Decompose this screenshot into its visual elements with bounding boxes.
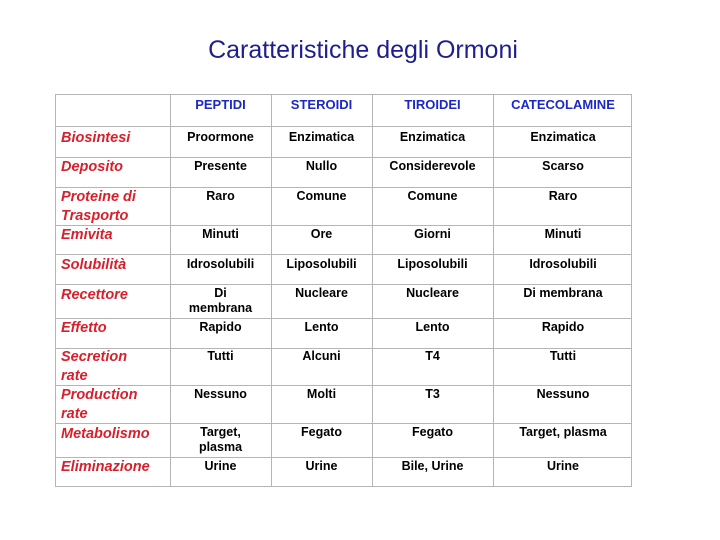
table-cell: T3 <box>425 387 440 401</box>
row-label-secretion-rate: Secretion rate <box>61 349 128 384</box>
table-cell: Idrosolubili <box>529 257 597 271</box>
table-cell: Lento <box>415 320 450 334</box>
row-label-production-rate: Production rate <box>61 387 138 422</box>
table-cell: Nessuno <box>536 387 590 401</box>
hormone-table <box>55 94 632 487</box>
table-cell: Scarso <box>542 159 584 173</box>
table-cell: Giorni <box>414 227 451 241</box>
row-label-emivita: Emivita <box>61 227 113 243</box>
table-cell: Fegato <box>412 425 453 439</box>
table-cell: Nucleare <box>406 286 459 300</box>
table-cell: Rapido <box>541 320 585 334</box>
table-cell: Nullo <box>305 159 338 173</box>
table-cell: Target, plasma <box>519 425 607 439</box>
table-cell: Urine <box>305 459 338 473</box>
row-divider <box>56 157 631 158</box>
table-cell: Rapido <box>199 320 242 334</box>
row-label-eliminazione: Eliminazione <box>61 459 150 475</box>
table-cell: Liposolubili <box>286 257 357 271</box>
table-cell: Enzimatica <box>530 130 596 144</box>
table-cell: Molti <box>306 387 337 401</box>
table-cell: Minuti <box>202 227 239 241</box>
row-label-biosintesi: Biosintesi <box>61 130 131 146</box>
table-cell: Bile, Urine <box>401 459 464 473</box>
table-cell: Urine <box>204 459 237 473</box>
table-cell: Liposolubili <box>397 257 468 271</box>
table-cell: Enzimatica <box>288 130 355 144</box>
table-cell: Enzimatica <box>399 130 466 144</box>
column-divider <box>170 95 171 486</box>
table-cell: Nucleare <box>295 286 348 300</box>
table-cell: Nessuno <box>194 387 247 401</box>
table-cell: Ore <box>310 227 333 241</box>
table-cell: Comune <box>407 189 458 203</box>
table-cell: Raro <box>206 189 235 203</box>
header-tiroidei: TIROIDEI <box>404 97 461 112</box>
table-cell: Di membrana <box>188 286 253 315</box>
row-label-solubilita: Solubilità <box>61 257 127 273</box>
row-divider <box>56 318 631 319</box>
table-cell: Di membrana <box>523 286 603 300</box>
header-catecolamine: CATECOLAMINE <box>511 97 615 112</box>
table-cell: Raro <box>548 189 578 203</box>
table-cell: Presente <box>194 159 247 173</box>
row-label-proteine: Proteine di Trasporto <box>61 189 136 224</box>
table-cell: Target, plasma <box>198 425 243 454</box>
row-divider <box>56 126 631 127</box>
table-cell: Urine <box>547 459 579 473</box>
table-cell: Idrosolubili <box>186 257 255 271</box>
row-label-metabolismo: Metabolismo <box>61 426 150 442</box>
row-divider <box>56 254 631 255</box>
table-cell: Tutti <box>207 349 234 363</box>
row-label-deposito: Deposito <box>61 159 124 175</box>
row-label-recettore: Recettore <box>61 287 128 303</box>
header-peptidi: PEPTIDI <box>195 97 246 112</box>
table-cell: Proormone <box>187 130 254 144</box>
slide-title: Caratteristiche degli Ormoni <box>208 36 518 64</box>
table-cell: Alcuni <box>302 349 341 363</box>
row-label-effetto: Effetto <box>61 320 107 336</box>
table-cell: Minuti <box>544 227 582 241</box>
table-cell: Lento <box>304 320 339 334</box>
table-cell: Tutti <box>549 349 577 363</box>
row-divider <box>56 284 631 285</box>
table-cell: T4 <box>425 349 440 363</box>
table-cell: Considerevole <box>389 159 476 173</box>
table-cell: Comune <box>296 189 347 203</box>
table-cell: Fegato <box>301 425 342 439</box>
header-steroidi: STEROIDI <box>290 97 353 112</box>
